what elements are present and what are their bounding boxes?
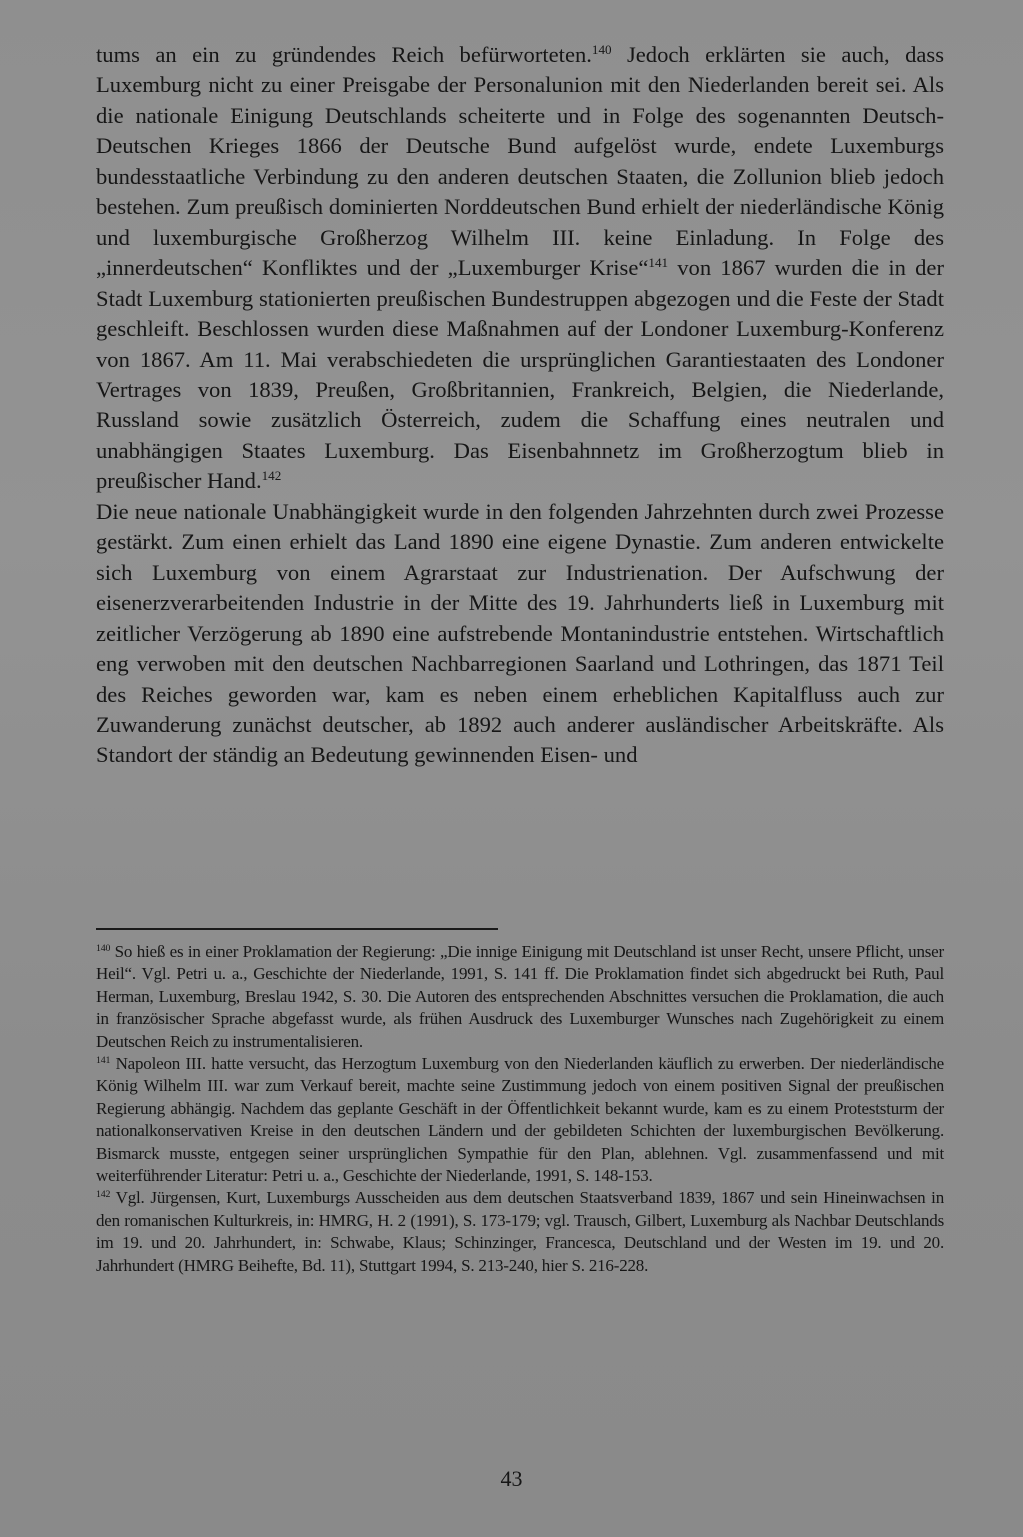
footnote-142 [96, 1187, 944, 1277]
footnote-text: Napoleon III. hatte versucht, das Herzogtum Luxemburg von den Niederlanden käuflich zu erwerben. Der niederländische König Wilhelm III. war zum Verkauf bereit, machte seine Zustimmung jedoch von einem positiven Signal der preußischen Regierung abhängig. Nachdem das geplante Geschäft in der Öffentlichkeit bekannt wurde, kam es zu einem Proteststurm der nationalkonservativen Kreise in den deutschen Ländern und der gebildeten Schichten der luxemburgischen Bevölkerung. Bismarck musste, entgegen seiner ursprünglichen Sympathie für den Plan, ablehnen. Vgl. zusammenfassend und mit weiterführender Literatur: Petri u. a., Geschichte der Niederlande, 1991, S. 148-153. [96, 1054, 944, 1186]
footnote-ref-142: 142 [261, 468, 282, 484]
main-text [96, 40, 944, 771]
footnote-number: 140 [96, 942, 111, 954]
paragraph-1-part-3: von 1867 wurden die in der Stadt Luxemburg stationierten preußischen Bundestruppen abgezogen und die Feste der Stadt geschleift. Beschlossen wurden diese Maßnahmen auf der Londoner Luxemburg-Konferenz von 1867. Am 11. Mai verabschiedeten die ursprünglichen Garantiestaaten des Londoner Vertrages von 1839, Preußen, Großbritannien, Frankreich, Belgien, die Niederlande, Russland sowie zusätzlich Österreich, zudem die Schaffung eines neutralen und unabhängigen Staates Luxemburg. Das Eisenbahnnetz im Großherzogtum blieb in preußischer Hand. [96, 255, 944, 494]
paragraph-1 [96, 40, 944, 497]
footnote-number: 142 [96, 1189, 111, 1201]
footnote-text: So hieß es in einer Proklamation der Regierung: „Die innige Einigung mit Deutschland ist unser Recht, unsere Pflicht, unser Heil“. Vgl. Petri u. a., Geschichte der Niederlande, 1991, S. 141 ff. Die Proklamation findet sich abgedruckt bei Ruth, Paul Herman, Luxemburg, Breslau 1942, S. 30. Die Autoren des entsprechenden Abschnittes versuchen die Proklamation, die auch in französischer Sprache abgefasst wurde, als frühen Ausdruck des Luxemburger Wunsches nach Zugehörigkeit zu einem Deutschen Reich zu instrumentalisieren. [96, 942, 944, 1051]
footnote-ref-140: 140 [591, 41, 612, 57]
paragraph-1-part-2: Jedoch erklärten sie auch, dass Luxemburg nicht zu einer Preisgabe der Personalunion mit den Niederlanden bereit sei. Als die nationale Einigung Deutschlands scheiterte und in Folge des sogenannten Deutsch-Deutschen Krieges 1866 der Deutsche Bund aufgelöst wurde, endete Luxemburgs bundesstaatliche Verbindung zu den anderen deutschen Staaten, die Zollunion blieb jedoch bestehen. Zum preußisch dominierten Norddeutschen Bund erhielt der niederländische König und luxemburgische Großherzog Wilhelm III. keine Einladung. In Folge des „innerdeutschen“ Konfliktes und der „Luxemburger Krise“ [96, 42, 944, 281]
footnote-ref-141: 141 [648, 255, 669, 271]
page-body [96, 40, 944, 771]
footnote-separator [96, 928, 498, 930]
page-number: 43 [500, 1466, 523, 1491]
footnote-140 [96, 941, 944, 1053]
footnote-141 [96, 1053, 944, 1187]
footnote-number: 141 [96, 1054, 111, 1066]
paragraph-2: Die neue nationale Unabhängigkeit wurde in den folgenden Jahrzehnten durch zwei Prozesse gestärkt. Zum einen erhielt das Land 1890 eine eigene Dynastie. Zum anderen entwickelte sich Luxemburg von einem Agrarstaat zur Industrienation. Der Aufschwung der eisenerzverarbeitenden Industrie in der Mitte des 19. Jahrhunderts ließ in Luxemburg mit zeitlicher Verzögerung ab 1890 eine aufstrebende Montanindustrie entstehen. Wirtschaftlich eng verwoben mit den deutschen Nachbarregionen Saarland und Lothringen, das 1871 Teil des Reiches geworden war, kam es neben einem erheblichen Kapitalfluss auch zur Zuwanderung zunächst deutscher, ab 1892 auch anderer ausländischer Arbeitskräfte. Als Standort der ständig an Bedeutung gewinnenden Eisen- und [96, 498, 944, 768]
footnotes [96, 941, 944, 1277]
footnote-text: Vgl. Jürgensen, Kurt, Luxemburgs Ausscheiden aus dem deutschen Staatsverband 1839, 1867 und sein Hineinwachsen in den romanischen Kulturkreis, in: HMRG, H. 2 (1991), S. 173-179; vgl. Trausch, Gilbert, Luxemburg als Nachbar Deutschlands im 19. und 20. Jahrhundert, in: Schwabe, Klaus; Schinzinger, Francesca, Deutschland und der Westen im 19. und 20. Jahrhundert (HMRG Beihefte, Bd. 11), Stuttgart 1994, S. 213-240, hier S. 216-228. [96, 1188, 944, 1275]
paragraph-1-part-1: tums an ein zu gründendes Reich befürworteten. [96, 42, 592, 67]
